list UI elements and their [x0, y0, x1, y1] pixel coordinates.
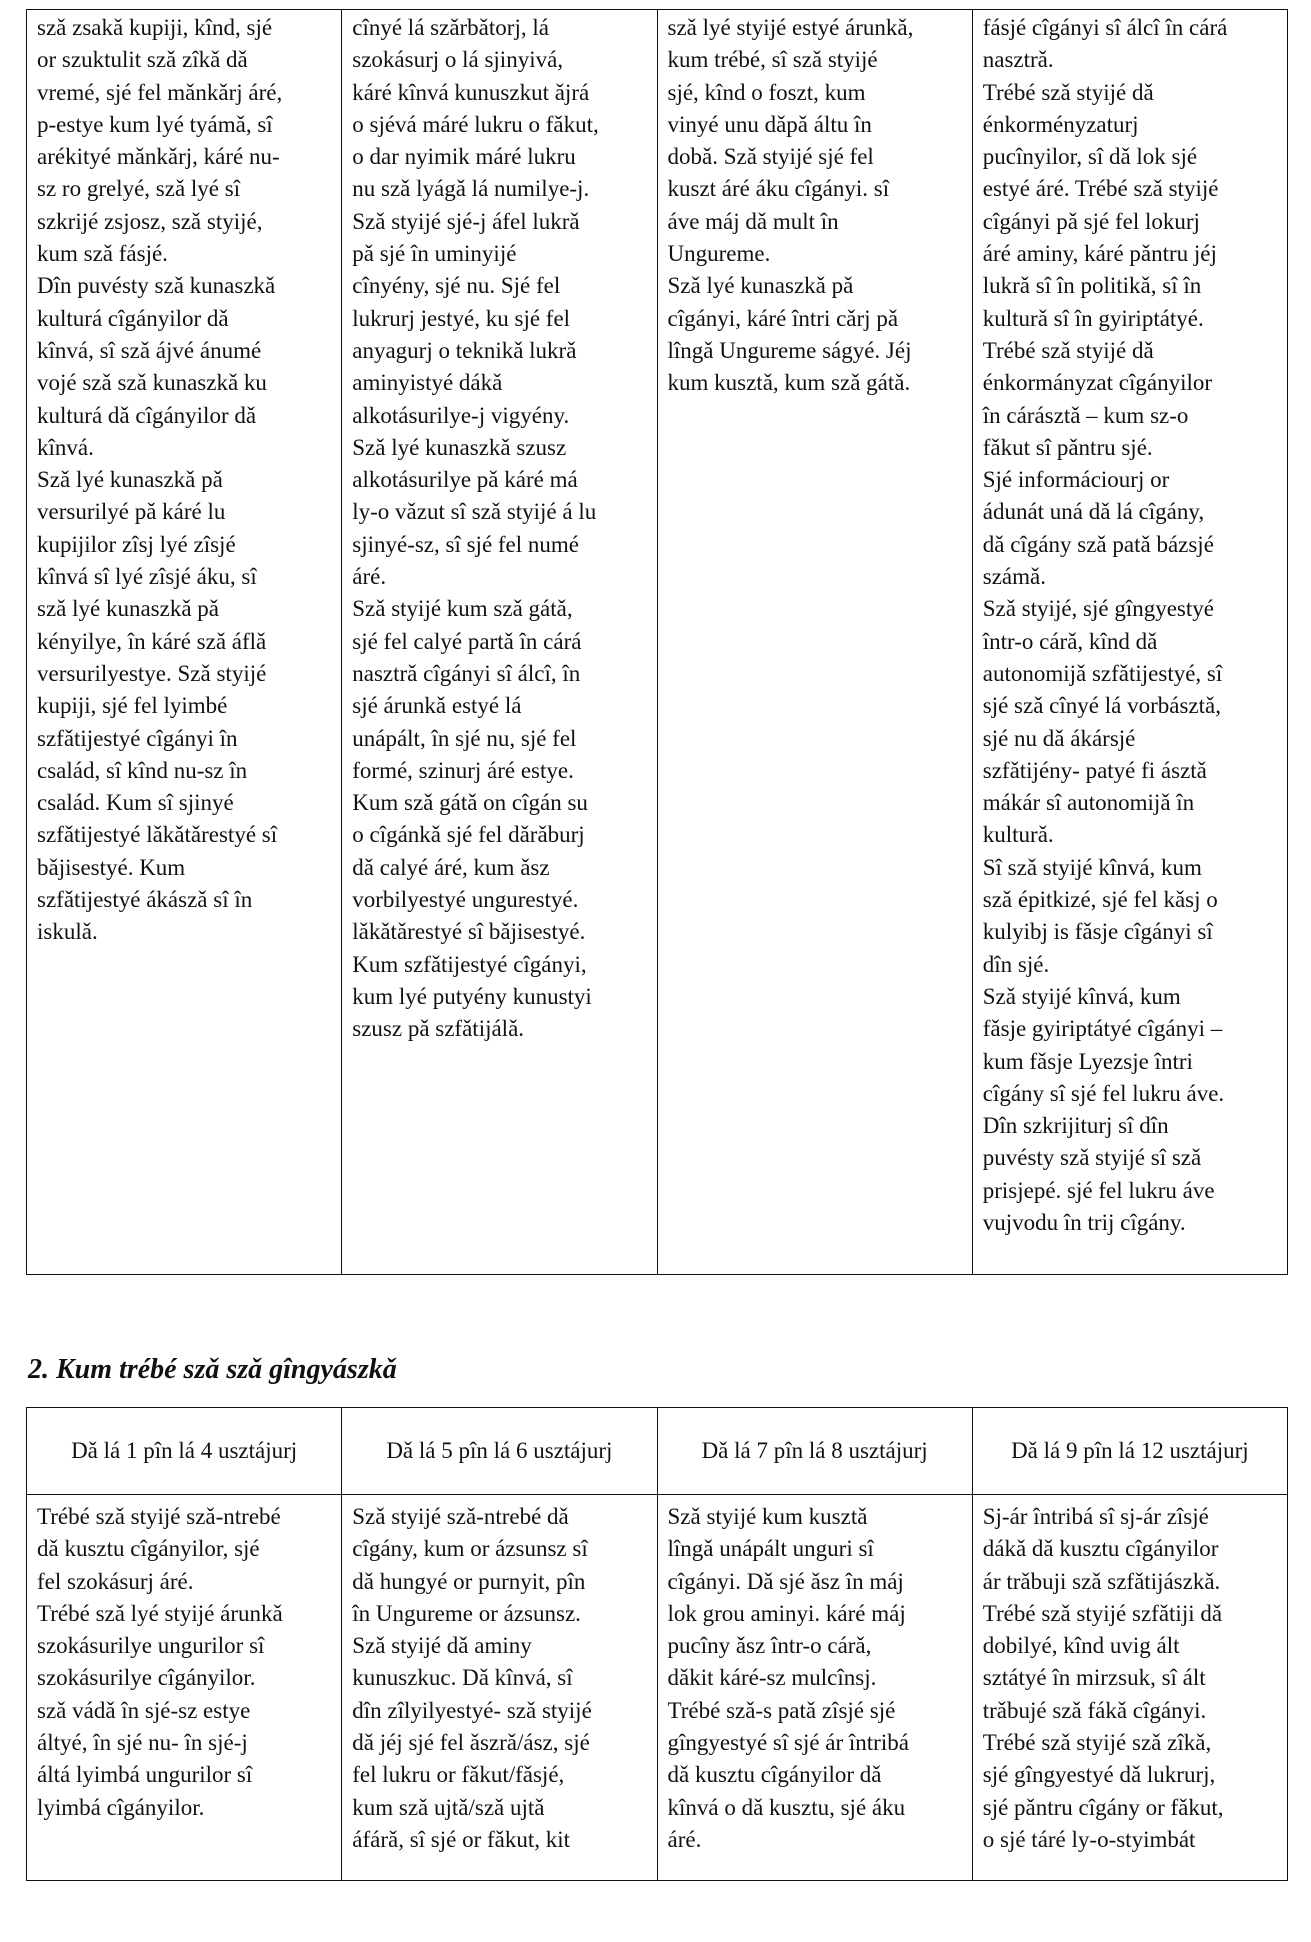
header-cell-grades-5-6: Dǎ lá 5 pîn lá 6 usztájurj — [342, 1408, 657, 1495]
paragraph: cînyé lá szǎrbǎtorj, lá szokásurj o lá sjinyivá, káré kînvá kunuszkut ǎjrá o sjévá máré lukru o fǎkut, o dar nyimik máré lukru nu szǎ lyágǎ lá numilye-j. — [352, 15, 599, 202]
cell-body — [668, 1501, 964, 1856]
table2-col-1 — [27, 1495, 342, 1881]
header-row — [27, 1408, 1288, 1495]
paragraph: Trébé szǎ-s patǎ zîsjé sjé gîngyestyé sî sjé ár întribá dǎ kusztu cîgányilor dǎ kînvá o dǎ kusztu, sjé áku áré. — [667, 1697, 909, 1852]
cell-body — [352, 1501, 648, 1856]
paragraph: Trébé szǎ lyé styijé árunkǎ szokásurilye ungurilor sî szokásurilye cîgányilor. szǎ vádǎ în sjé-sz estye áltyé, în sjé nu- în sjé-j áltá lyimbá ungurilor sî lyimbá cîgányilor. — [37, 1600, 283, 1820]
paragraph: Trébé szǎ styijé szǎ zîkǎ, sjé gîngyestyé dǎ lukrurj, sjé pǎntru cîgány or fǎkut, o sjé táré ly-o-styimbát — [982, 1730, 1224, 1852]
cell-body — [983, 12, 1279, 1239]
paragraph: Sî szǎ styijé kînvá, kum szǎ épitkizé, sjé fel kǎsj o kulyibj is fǎsje cîgányi sî dîn sjé. — [982, 854, 1218, 977]
cell-body — [37, 1501, 333, 1824]
paragraph: Trébé szǎ styijé dǎ énkormányzat cîgányilor în cárásztǎ – kum sz-o fǎkut sî pǎntru sjé. — [982, 337, 1213, 460]
paragraph: Szǎ lyé kunaszkǎ pǎ cîgányi, káré întri cǎrj pǎ lîngǎ Ungureme ságyé. Jéj kum kusztǎ, kum szǎ gátǎ. — [667, 273, 912, 396]
paragraph: Trébé szǎ styijé szǎ-ntrebé dǎ kusztu cîgányilor, sjé fel szokásurj áré. — [37, 1504, 281, 1594]
paragraph: Sjé informáciourj or ádunát uná dǎ lá cîgány, dǎ cîgány szǎ patǎ bázsjé számǎ. — [982, 467, 1214, 590]
paragraph: Trébé szǎ styijé dǎ énkorményzaturj pucînyilor, sî dǎ lok sjé estyé áré. Trébé szǎ styijé cîgányi pǎ sjé fel lokurj áré aminy, káré pǎntru jéj lukrǎ sî în politikǎ, sî în kulturǎ sî în gyiriptátyé. — [982, 79, 1219, 331]
table-row — [27, 1495, 1288, 1881]
table2-col-3 — [657, 1495, 972, 1881]
header-cell-grades-1-4: Dǎ lá 1 pîn lá 4 usztájurj — [27, 1408, 342, 1495]
table1-col-2 — [342, 10, 657, 1275]
paragraph: Szǎ styijé kum kusztǎ lîngǎ unápált unguri sî cîgányi. Dǎ sjé ǎsz în máj lok grou aminyi. káré máj pucîny ǎsz într-o cárǎ, dǎkit káré-sz mulcînsj. — [667, 1504, 906, 1691]
paragraph: Szǎ styijé dǎ aminy kunuszkuc. Dǎ kînvá, sî dîn zîlyilyestyé- szǎ styijé dǎ jéj sjé fel ǎszrǎ/ász, sjé fel lukru or fǎkut/fǎsjé, kum szǎ ujtǎ/szǎ ujtǎ áfárǎ, sî sjé or fǎkut, kit — [352, 1633, 592, 1852]
paragraph: Szǎ styijé kînvá, kum fǎsje gyiriptátyé cîgányi – kum fǎsje Lyezsje întri cîgány sî sjé fel lukru áve. Dîn szkrijiturj sî dîn puvésty szǎ styijé sî szǎ prisjepé. sjé fel lukru áve vujvodu în trij cîgány. — [982, 983, 1225, 1235]
table2-col-4 — [972, 1495, 1287, 1881]
cell-body — [983, 1501, 1279, 1856]
curriculum-table-1 — [26, 9, 1288, 1275]
paragraph: szǎ zsakǎ kupiji, kînd, sjé or szuktulit szǎ zîkǎ dǎ vremé, sjé fel mǎnkǎrj áré, p-estye kum lyé tyámǎ, sî arékityé mǎnkǎrj, káré nu- sz ro grelyé, szǎ lyé sî szkrijé zsjosz, szǎ styijé, kum szǎ fásjé. — [37, 15, 283, 267]
paragraph: Szǎ styijé szǎ-ntrebé dǎ cîgány, kum or ázsunsz sî dǎ hungyé or purnyit, pîn în Ungureme or ázsunsz. — [352, 1504, 588, 1626]
paragraph: Szǎ styijé kum szǎ gátǎ, sjé fel calyé partǎ în cárá nasztrǎ cîgányi sî álcî, în sjé árunkǎ estyé lá unápált, în sjé nu, sjé fel formé, szinurj áré estye. — [352, 596, 582, 783]
cell-body — [668, 12, 964, 400]
table1-col-1 — [27, 10, 342, 1275]
section-heading: 2. Kum trébé szǎ szǎ gîngyászkǎ — [28, 1354, 397, 1385]
paragraph: Szǎ lyé kunaszkǎ pǎ versurilyé pǎ káré lu kupijilor zîsj lyé zîsjé kînvá sî lyé zîsjé áku, sî szǎ lyé kunaszkǎ pǎ kényilye, în káré szǎ áflǎ versurilyestye. Szǎ styijé kupiji, sjé fel lyimbé szfǎtijestyé cîgányi în család, sî kînd nu-sz în család. Kum sî sjinyé szfǎtijestyé lǎkǎtǎrestyé sî bǎjisestyé. Kum szfǎtijestyé ákászǎ sî în iskulǎ. — [37, 467, 278, 945]
table1-col-3 — [657, 10, 972, 1275]
paragraph: Szǎ styijé, sjé gîngyestyé într-o cárǎ, kînd dǎ autonomijǎ szfǎtijestyé, sî sjé szǎ cînyé lá vorbásztǎ, sjé nu dǎ ákársjé szfǎtijény- patyé fi ásztǎ mákár sî autonomijǎ în kulturǎ. — [982, 596, 1223, 848]
cell-body — [37, 12, 333, 949]
paragraph: szǎ lyé styijé estyé árunkǎ, kum trébé, sî szǎ styijé sjé, kînd o foszt, kum vinyé unu dǎpǎ áltu în dobǎ. Szǎ styijé sjé fel kuszt áré áku cîgányi. sî áve máj dǎ mult în Ungureme. — [667, 15, 914, 267]
paragraph: Szǎ lyé kunaszkǎ szusz alkotásurilye pǎ káré má ly-o vǎzut sî szǎ styijé á lu sjinyé-sz, sî sjé fel numé áré. — [352, 434, 597, 590]
curriculum-table-2 — [26, 1407, 1288, 1881]
paragraph: Trébé szǎ styijé szfǎtiji dǎ dobilyé, kînd uvig ált sztátyé în mirzsuk, sî ált trǎbujé szǎ fákǎ cîgányi. — [982, 1600, 1223, 1723]
cell-body — [352, 12, 648, 1046]
header-cell-grades-9-12: Dǎ lá 9 pîn lá 12 usztájurj — [972, 1408, 1287, 1495]
table1-col-4 — [972, 10, 1287, 1275]
header-cell-grades-7-8: Dǎ lá 7 pîn lá 8 usztájurj — [657, 1408, 972, 1495]
table2-col-2 — [342, 1495, 657, 1881]
paragraph: Kum szǎ gátǎ on cîgán su o cîgánkǎ sjé fel dǎrǎburj dǎ calyé áré, kum ǎsz vorbilyestyé ungurestyé. lǎkǎtǎrestyé sî bǎjisestyé. — [352, 790, 588, 945]
paragraph: Kum szfǎtijestyé cîgányi, kum lyé putyény kunustyi szusz pǎ szfǎtijálǎ. — [352, 951, 592, 1042]
paragraph: Szǎ styijé sjé-j áfel lukrǎ pǎ sjé în uminyijé cînyény, sjé nu. Sjé fel lukrurj jestyé, ku sjé fel anyagurj o teknikǎ lukrǎ aminyistyé dákǎ alkotásurilye-j vigyény. — [352, 208, 580, 428]
paragraph: fásjé cîgányi sî álcî în cárá nasztrǎ. — [982, 15, 1228, 73]
paragraph: Dîn puvésty szǎ kunaszkǎ kulturá cîgányilor dǎ kînvá, sî szǎ ájvé ánumé vojé szǎ szǎ kunaszkǎ ku kulturá dǎ cîgányilor dǎ kînvá. — [37, 273, 276, 460]
table-row — [27, 10, 1288, 1275]
paragraph: Sj-ár întribá sî sj-ár zîsjé dákǎ dǎ kusztu cîgányilor ár trǎbuji szǎ szfǎtijászkǎ. — [982, 1504, 1221, 1594]
